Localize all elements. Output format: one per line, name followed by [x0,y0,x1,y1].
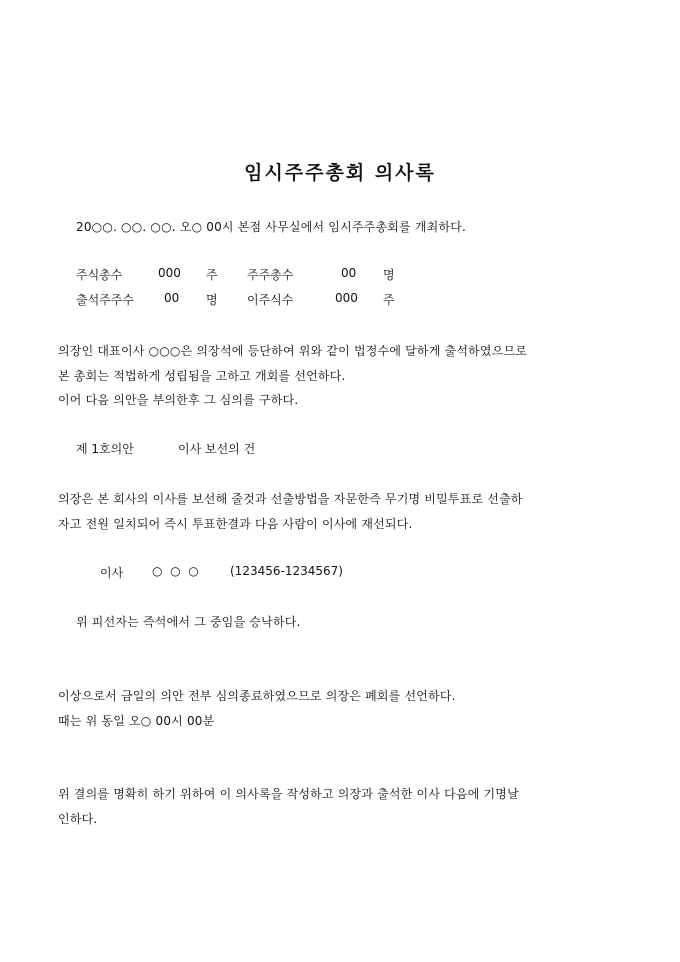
stat-label: 이주식수 [247,293,294,307]
stat-value: 000 [335,291,358,305]
stat-value: 00 [164,291,180,305]
stat-value: 00 [341,266,357,280]
document-title: 임시주주총회 의사록 [244,162,436,184]
text-line: 의장인 대표이사 ○○○은 의장석에 등단하여 위와 같이 법정수에 달하게 출석하였으므로 [58,344,528,358]
stat-label: 주주총수 [247,268,294,282]
stat-unit: 명 [206,293,218,307]
director-role: 이사 [100,566,124,580]
opening-line: 20○○. ○○. ○○. 오○ 00시 본점 사무실에서 임시주주총회를 개최하다. [76,220,467,234]
stat-label: 주식총수 [76,268,123,282]
text-line: 이어 다음 의안을 부의한후 그 심의를 구하다. [58,393,299,407]
stat-unit: 주 [206,268,218,282]
acceptance-line: 위 피선자는 즉석에서 그 중임을 승낙하다. [76,615,301,629]
text-line: 인하다. [58,812,98,826]
text-line: 자고 전원 일치되어 즉시 투표한결과 다음 사람이 이사에 재선되다. [58,517,413,531]
text-line: 위 결의를 명확히 하기 위하여 이 의사록을 작성하고 의장과 출석한 이사 다음에 기명날 [58,787,519,801]
text-line: 때는 위 동일 오○ 00시 00분 [58,714,215,728]
agenda-number: 제 1호의안 [76,442,134,456]
text-line: 의장은 본 회사의 이사를 보선해 줄것과 선출방법을 자문한즉 무기명 비밀투표로 선출하 [58,492,523,506]
agenda-title: 이사 보선의 건 [178,442,256,456]
stat-label: 출석주주수 [76,293,134,307]
text-line: 이상으로서 금일의 의안 전부 심의종료하였으므로 의장은 폐회를 선언하다. [58,689,456,703]
stat-unit: 주 [383,293,395,307]
stat-unit: 명 [383,268,395,282]
text-line: 본 총회는 적법하게 성립됨을 고하고 개회를 선언하다. [58,369,346,383]
stat-value: 000 [158,266,181,280]
director-id: (123456-1234567) [230,564,343,578]
director-name: ○ ○ ○ [152,564,199,578]
